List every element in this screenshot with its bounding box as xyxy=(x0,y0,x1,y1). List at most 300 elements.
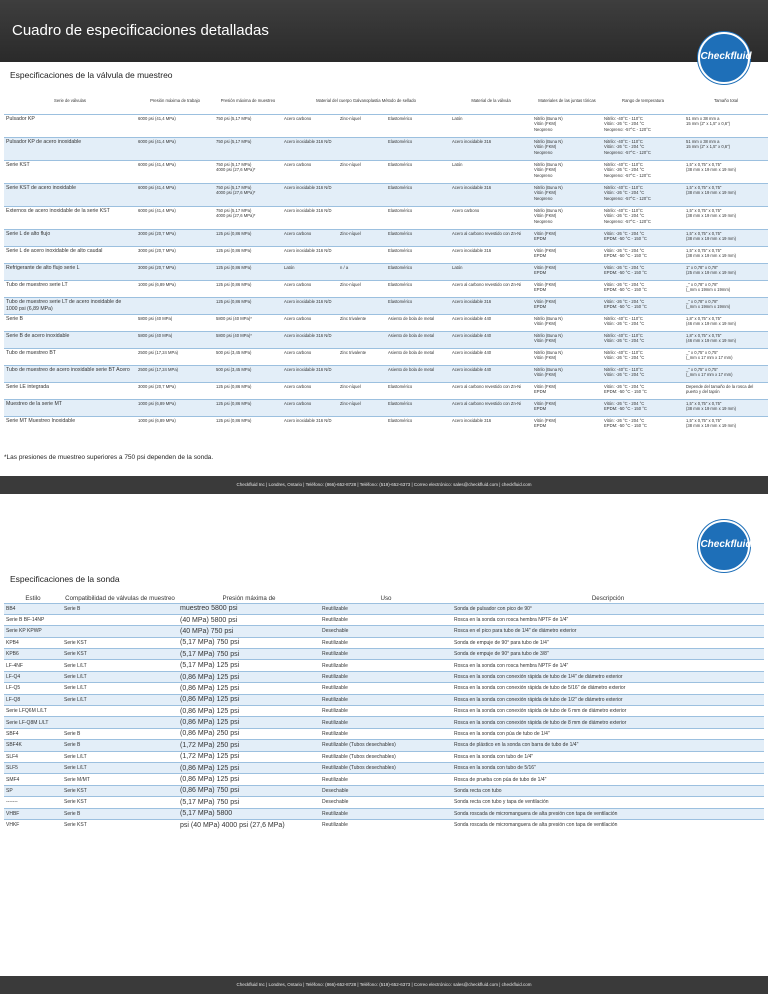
work-pressure: 6000 psi (41,4 MPa) xyxy=(136,183,214,206)
table-row xyxy=(4,819,764,830)
seal-method: Elastomérico xyxy=(386,416,450,433)
spec-page-2 xyxy=(0,510,768,994)
table-row xyxy=(4,637,764,648)
sample-pressure: 750 psi (5,17 MPa) xyxy=(214,114,282,137)
overall-size: 51 mm x 38 mm a 15 mm (2" x 1,5" x 0,6") xyxy=(684,114,768,137)
table-row xyxy=(4,808,764,819)
temperature-range: Vitón: -26 °C - 204 °C EPDM: -50 °C - 150 °C xyxy=(602,399,684,416)
max-pressure: psi (40 MPa) 4000 psi (27,6 MPa) xyxy=(178,819,320,830)
oring-materials: Vitón (FKM) EPDM xyxy=(532,280,602,297)
table-row xyxy=(4,160,768,183)
plating xyxy=(338,137,386,160)
body-material: Latón xyxy=(282,263,338,280)
series-name: Serie L de alto flujo xyxy=(4,229,136,246)
header-max-pressure: Presión máxima de xyxy=(222,594,276,602)
plating: Zinc-níquel xyxy=(338,114,386,137)
overall-size: 51 mm x 38 mm a 15 mm (2" x 1,5" x 0,6") xyxy=(684,137,768,160)
seal-method: Elastomérico xyxy=(386,229,450,246)
probe-style: Serie KP KPWP xyxy=(4,626,62,637)
series-name: Serie KST xyxy=(4,160,136,183)
overall-size: _" x 0,78" x 0,78" (_mm x 19mm x 19mm) xyxy=(684,297,768,314)
body-material: Acero inoxidable 316 N/D xyxy=(282,365,338,382)
plating xyxy=(338,416,386,433)
valve-compatibility: Serie KST xyxy=(62,637,178,648)
header-sample-pressure: Presión máxima de muestreo xyxy=(220,98,276,104)
oring-materials: Nitrilo (Buna N) Vitón (FKM) Neopreno xyxy=(532,183,602,206)
sample-pressure: 125 psi (0,86 MPa) xyxy=(214,297,282,314)
oring-materials: Nitrilo (Buna N) Vitón (FKM) Neopreno xyxy=(532,114,602,137)
overall-size: 1,8" x 0,75" x 0,75" (46 mm x 19 mm x 19 mm) xyxy=(684,331,768,348)
sample-pressure: 500 psi (3,45 MPa) xyxy=(214,348,282,365)
plating: Zinc-níquel xyxy=(338,160,386,183)
footer-bar-2: Checkfluid Inc | Londres, Ontario | Teléfono: (866)-652-8728 | Teléfono: (519)-652-6373 | Correo electrónico: sales@checkfluid.com | checkfluid.com xyxy=(0,976,768,994)
temperature-range: Nitrilo: -40°C - 110°C Vitón: -26 °C - 204 °C Neopreno: -57°C - 120°C xyxy=(602,137,684,160)
max-pressure: (1,72 MPa) 125 psi xyxy=(178,751,320,762)
valve-material: Acero carbono xyxy=(450,206,532,229)
usage: Reutilizable xyxy=(320,660,452,671)
section-title-probes: Especificaciones de la sonda xyxy=(10,574,120,584)
seal-method: Elastomérico xyxy=(386,137,450,160)
overall-size: 1,5" x 0,75" x 0,75" (38 mm x 19 mm x 19 mm) xyxy=(684,416,768,433)
description: Rosca en la sonda con conexión rápida de tubo de 6 mm de diámetro exterior xyxy=(452,706,764,717)
work-pressure: 1000 psi (6,89 MPa) xyxy=(136,416,214,433)
footer-bar-1: Checkfluid Inc | Londres, Ontario | Teléfono: (866)-652-8728 | Teléfono: (519)-652-6373 | Correo electrónico: sales@checkfluid.com | checkfluid.com xyxy=(0,476,768,494)
work-pressure: 6000 psi (41,4 MPa) xyxy=(136,160,214,183)
valve-compatibility: Serie KST xyxy=(62,785,178,796)
work-pressure: 5800 psi (40 MPa) xyxy=(136,314,214,331)
usage: Reutilizable xyxy=(320,649,452,660)
checkfluid-logo-2 xyxy=(698,520,750,572)
oring-materials: Vitón (FKM) EPDM xyxy=(532,263,602,280)
usage: Reutilizable xyxy=(320,728,452,739)
table-row xyxy=(4,229,768,246)
header-body-material: Material del cuerpo Galvanoplastia Método de sellado xyxy=(316,98,416,104)
max-pressure: (40 MPa) 5800 psi xyxy=(178,614,320,625)
temperature-range: Nitrilo: -40°C - 110°C Vitón: -26 °C - 204 °C Neopreno: -57°C - 120°C xyxy=(602,160,684,183)
description: Rosca de prueba con púa de tubo de 1/4" xyxy=(452,774,764,785)
sample-pressure: 125 psi (0,86 MPa) xyxy=(214,263,282,280)
valve-material: Acero inoxidable 440 xyxy=(450,348,532,365)
overall-size: Depende del tamaño de la rosca del puerto y del tapón xyxy=(684,382,768,399)
usage: Reutilizable xyxy=(320,717,452,728)
temperature-range: Vitón: -26 °C - 204 °C EPDM: -50 °C - 150 °C xyxy=(602,263,684,280)
table-row xyxy=(4,649,764,660)
pressure-footnote: *Las presiones de muestreo superiores a 750 psi dependen de la sonda. xyxy=(4,454,214,461)
plating xyxy=(338,246,386,263)
table-row xyxy=(4,683,764,694)
overall-size: 1" x 0,78" x 0,78" (25 mm x 19 mm x 19 mm) xyxy=(684,263,768,280)
temperature-range: Nitrilo: -40°C - 110°C Vitón: -26 °C - 204 °C Neopreno: -57°C - 120°C xyxy=(602,114,684,137)
description: Rosca en la sonda con conexión rápida de tubo de 5/16" de diámetro exterior xyxy=(452,683,764,694)
plating xyxy=(338,183,386,206)
plating: Zinc trivalente xyxy=(338,314,386,331)
oring-materials: Nitrilo (Buna N) Vitón (FKM) xyxy=(532,348,602,365)
temperature-range: Nitrilo: -40°C - 110°C Vitón: -26 °C - 204 °C xyxy=(602,348,684,365)
max-pressure: (0,86 MPa) 250 psi xyxy=(178,728,320,739)
work-pressure: 6000 psi (41,4 MPa) xyxy=(136,206,214,229)
table-row xyxy=(4,774,764,785)
usage: Reutilizable (Tubos desechables) xyxy=(320,751,452,762)
usage: Reutilizable xyxy=(320,614,452,625)
section-title-valves: Especificaciones de la válvula de muestreo xyxy=(10,70,173,80)
seal-method: Elastomérico xyxy=(386,382,450,399)
max-pressure: muestreo 5800 psi xyxy=(178,603,320,614)
work-pressure: 2500 psi (17,24 MPa) xyxy=(136,365,214,382)
table-row xyxy=(4,365,768,382)
usage: Reutilizable xyxy=(320,774,452,785)
body-material: Acero inoxidable 316 N/D xyxy=(282,416,338,433)
valve-compatibility: Serie L/LT xyxy=(62,660,178,671)
table-row xyxy=(4,706,764,717)
probe-style: SMF4 xyxy=(4,774,62,785)
valve-compatibility: Serie KST xyxy=(62,819,178,830)
usage: Reutilizable xyxy=(320,603,452,614)
max-pressure: (5,17 MPa) 125 psi xyxy=(178,660,320,671)
max-pressure: (0,86 MPa) 125 psi xyxy=(178,762,320,773)
seal-method: Elastomérico xyxy=(386,246,450,263)
table-row xyxy=(4,660,764,671)
usage: Reutilizable xyxy=(320,808,452,819)
series-name: Pulsador KP de acero inoxidable xyxy=(4,137,136,160)
plating: Zinc-níquel xyxy=(338,399,386,416)
table-row xyxy=(4,137,768,160)
table-row xyxy=(4,717,764,728)
seal-method: Asiento de bola de metal xyxy=(386,314,450,331)
seal-method: Asiento de bola de metal xyxy=(386,365,450,382)
table-row xyxy=(4,694,764,705)
probe-style: SP xyxy=(4,785,62,796)
plating: Zinc-níquel xyxy=(338,280,386,297)
series-name: Serie L de acero inoxidable de alto caudal xyxy=(4,246,136,263)
seal-method: Elastomérico xyxy=(386,399,450,416)
oring-materials: Nitrilo (Buna N) Vitón (FKM) xyxy=(532,314,602,331)
logo-text: Checkfluid xyxy=(700,51,752,62)
valve-material: Latón xyxy=(450,160,532,183)
temperature-range: Vitón: -26 °C - 204 °C EPDM: -50 °C - 150 °C xyxy=(602,246,684,263)
table-row xyxy=(4,331,768,348)
probe-style: SBF4 xyxy=(4,728,62,739)
probe-style: SLF4 xyxy=(4,751,62,762)
temperature-range: Nitrilo: -40°C - 110°C Vitón: -26 °C - 204 °C xyxy=(602,314,684,331)
body-material: Acero carbono xyxy=(282,280,338,297)
max-pressure: (0,86 MPa) 125 psi xyxy=(178,671,320,682)
probe-style: BB4 xyxy=(4,603,62,614)
valve-material: Acero al carbono revestido con Zn-Ni xyxy=(450,229,532,246)
oring-materials: Nitrilo (Buna N) Vitón (FKM) xyxy=(532,331,602,348)
description: Sonda de pulsador con pico de 90° xyxy=(452,603,764,614)
body-material: Acero inoxidable 316 N/D xyxy=(282,206,338,229)
valve-compatibility: Serie L/LT xyxy=(62,671,178,682)
plating: Zinc-níquel xyxy=(338,229,386,246)
sample-pressure: 125 psi (0,86 MPa) xyxy=(214,229,282,246)
usage: Reutilizable xyxy=(320,683,452,694)
max-pressure: (0,86 MPa) 125 psi xyxy=(178,717,320,728)
table-row xyxy=(4,614,764,625)
sample-pressure: 5800 psi (40 MPa)* xyxy=(214,331,282,348)
overall-size: 1,5" x 0,75" x 0,75" (38 mm x 19 mm x 19 mm) xyxy=(684,183,768,206)
series-name: Tubo de muestreo serie LT xyxy=(4,280,136,297)
probe-style: Serie B BF-14NP xyxy=(4,614,62,625)
series-name: Serie KST de acero inoxidable xyxy=(4,183,136,206)
description: Rosca de plástico en la sonda con barra de tubo de 1/4" xyxy=(452,740,764,751)
probe-style: LF-4NF xyxy=(4,660,62,671)
body-material: Acero carbono xyxy=(282,314,338,331)
body-material: Acero inoxidable 316 N/D xyxy=(282,183,338,206)
valve-material: Acero inoxidable 440 xyxy=(450,365,532,382)
plating: Zinc trivalente xyxy=(338,348,386,365)
table-row xyxy=(4,206,768,229)
probe-header-row xyxy=(4,594,764,603)
probe-style: KPB6 xyxy=(4,649,62,660)
max-pressure: (0,86 MPa) 125 psi xyxy=(178,706,320,717)
valve-compatibility: Serie L/LT xyxy=(62,683,178,694)
plating: Zinc-níquel xyxy=(338,382,386,399)
valve-material: Acero inoxidable 316 xyxy=(450,246,532,263)
max-pressure: (0,86 MPa) 125 psi xyxy=(178,774,320,785)
series-name: Serie MT Muestreo Inoxidable xyxy=(4,416,136,433)
valve-material: Acero inoxidable 316 xyxy=(450,137,532,160)
max-pressure: (5,17 MPa) 750 psi xyxy=(178,797,320,808)
series-name: Tubo de muestreo de acero inoxidable serie BT Acero xyxy=(4,365,136,382)
temperature-range: Nitrilo: -40°C - 110°C Vitón: -26 °C - 204 °C xyxy=(602,365,684,382)
oring-materials: Vitón (FKM) EPDM xyxy=(532,297,602,314)
table-row xyxy=(4,348,768,365)
probe-style: SBF4K xyxy=(4,740,62,751)
table-row xyxy=(4,751,764,762)
plating xyxy=(338,365,386,382)
probe-style: LF-Q8 xyxy=(4,694,62,705)
table-row xyxy=(4,314,768,331)
series-name: Tubo de muestreo BT xyxy=(4,348,136,365)
probe-style: VHKF xyxy=(4,819,62,830)
probe-style: SLF5 xyxy=(4,762,62,773)
temperature-range: Vitón: -26 °C - 204 °C EPDM: -50 °C - 150 °C xyxy=(602,280,684,297)
valve-material: Acero inoxidable 316 xyxy=(450,416,532,433)
max-pressure: (0,86 MPa) 125 psi xyxy=(178,694,320,705)
series-name: Tubo de muestreo serie LT de acero inoxidable de 1000 psi (6,89 MPa) xyxy=(4,297,136,314)
series-name: Refrigerante de alto flujo serie L xyxy=(4,263,136,280)
description: Sonda roscada de micromanguera de alta presión con tapa de ventilación xyxy=(452,819,764,830)
header-banner xyxy=(0,0,768,62)
max-pressure: (5,17 MPa) 750 psi xyxy=(178,637,320,648)
max-pressure: (5,17 MPa) 5800 xyxy=(178,808,320,819)
series-name: Serie LE integrada xyxy=(4,382,136,399)
table-row xyxy=(4,671,764,682)
description: Rosca en la sonda con tubo de 1/4" xyxy=(452,751,764,762)
oring-materials: Vitón (FKM) EPDM xyxy=(532,246,602,263)
valve-compatibility: Serie B xyxy=(62,740,178,751)
page-title: Cuadro de especificaciones detalladas xyxy=(12,22,269,39)
seal-method: Elastomérico xyxy=(386,160,450,183)
work-pressure: 2500 psi (17,24 MPa) xyxy=(136,348,214,365)
valve-material: Latón xyxy=(450,263,532,280)
sample-pressure: 125 psi (0,86 MPa) xyxy=(214,399,282,416)
description: Sonda roscada de micromanguera de alta presión con tapa de ventilación xyxy=(452,808,764,819)
table-row xyxy=(4,382,768,399)
seal-method: Asiento de bola de metal xyxy=(386,331,450,348)
usage: Desechable xyxy=(320,785,452,796)
temperature-range: Vitón: -26 °C - 204 °C EPDM: -50 °C - 150 °C xyxy=(602,297,684,314)
description: Rosca en la sonda con rosca hembra NPTF de 1/4" xyxy=(452,660,764,671)
overall-size: _" x 0,75" x 0,75" (_mm x 17 mm x 17 mm) xyxy=(684,348,768,365)
body-material: Acero carbono xyxy=(282,399,338,416)
table-row xyxy=(4,297,768,314)
header-series: Serie de válvulas xyxy=(54,98,86,104)
description: Rosca en la sonda con tubo de 5/16" xyxy=(452,762,764,773)
header-size: Tamaño total xyxy=(714,98,738,104)
usage: Reutilizable xyxy=(320,694,452,705)
header-style: Estilo xyxy=(25,594,41,602)
seal-method: Asiento de bola de metal xyxy=(386,348,450,365)
valve-compatibility: Serie L/LT xyxy=(62,751,178,762)
work-pressure: 3000 psi (20,7 MPa) xyxy=(136,263,214,280)
sample-pressure: 750 psi (5,17 MPa) 4000 psi (27,6 MPa)* xyxy=(214,183,282,206)
probe-style: LF-Q5 xyxy=(4,683,62,694)
valve-material: Acero inoxidable 316 xyxy=(450,297,532,314)
valve-material: Acero inoxidable 440 xyxy=(450,314,532,331)
valve-compatibility: Serie L/LT xyxy=(62,694,178,705)
seal-method: Elastomérico xyxy=(386,297,450,314)
max-pressure: (0,86 MPa) 125 psi xyxy=(178,683,320,694)
sample-pressure: 125 psi (0,86 MPa) xyxy=(214,416,282,433)
table-row xyxy=(4,114,768,137)
description: Rosca en la sonda con conexión rápida de tubo de 1/4" de diámetro exterior xyxy=(452,671,764,682)
description: Rosca en la sonda con púa de tubo de 1/4" xyxy=(452,728,764,739)
probe-style: Serie LF-Q8M L/LT xyxy=(4,717,62,728)
usage: Desechable xyxy=(320,797,452,808)
max-pressure: (0,86 MPa) 750 psi xyxy=(178,785,320,796)
series-name: Muestreo de la serie MT xyxy=(4,399,136,416)
oring-materials: Nitrilo (Buna N) Vitón (FKM) Neopreno xyxy=(532,160,602,183)
sample-pressure: 5800 psi (40 MPa)* xyxy=(214,314,282,331)
overall-size: 1,5" x 0,75" x 0,75" (38 mm x 19 mm x 19 mm) xyxy=(684,229,768,246)
work-pressure: 6000 psi (41,4 MPa) xyxy=(136,137,214,160)
seal-method: Elastomérico xyxy=(386,263,450,280)
body-material: Acero inoxidable 316 N/D xyxy=(282,137,338,160)
body-material: Acero inoxidable 316 N/D xyxy=(282,246,338,263)
valve-spec-table xyxy=(4,88,768,433)
work-pressure: 3000 psi (20,7 MPa) xyxy=(136,382,214,399)
table-row xyxy=(4,797,764,808)
max-pressure: (40 MPa) 750 psi xyxy=(178,626,320,637)
valve-material: Acero al carbono revestido con Zn-Ni xyxy=(450,382,532,399)
table-row xyxy=(4,603,764,614)
usage: Reutilizable xyxy=(320,819,452,830)
max-pressure: (5,17 MPa) 750 psi xyxy=(178,649,320,660)
description: Sonda recta con tubo y tapa de ventilación xyxy=(452,797,764,808)
seal-method: Elastomérico xyxy=(386,280,450,297)
max-pressure: (1,72 MPa) 250 psi xyxy=(178,740,320,751)
header-compat: Compatibilidad de válvulas de muestreo xyxy=(65,594,175,602)
valve-material: Acero inoxidable 316 xyxy=(450,183,532,206)
table-row xyxy=(4,785,764,796)
work-pressure: 1000 psi (6,89 MPa) xyxy=(136,399,214,416)
body-material: Acero inoxidable 316 N/D xyxy=(282,297,338,314)
oring-materials: Nitrilo (Buna N) Vitón (FKM) Neopreno xyxy=(532,137,602,160)
valve-compatibility xyxy=(62,614,178,625)
valve-compatibility: Serie M/MT xyxy=(62,774,178,785)
sample-pressure: 125 psi (0,86 MPa) xyxy=(214,246,282,263)
sample-pressure: 500 psi (3,45 MPa) xyxy=(214,365,282,382)
series-name: Serie B de acero inoxidable xyxy=(4,331,136,348)
usage: Reutilizable xyxy=(320,706,452,717)
body-material: Acero carbono xyxy=(282,114,338,137)
overall-size: 1,8" x 0,75" x 0,75" (46 mm x 19 mm x 19 mm) xyxy=(684,314,768,331)
seal-method: Elastomérico xyxy=(386,206,450,229)
valve-compatibility: Serie L/LT xyxy=(62,762,178,773)
header-use: Uso xyxy=(380,594,392,602)
seal-method: Elastomérico xyxy=(386,114,450,137)
header-work-pressure: Presión máxima de trabajo xyxy=(150,98,200,104)
valve-compatibility: Serie B xyxy=(62,808,178,819)
table-row xyxy=(4,246,768,263)
series-name: Serie B xyxy=(4,314,136,331)
description: Rosca en la sonda con rosca hembra NPTF de 1/4" xyxy=(452,614,764,625)
sample-pressure: 750 psi (5,17 MPa) 4000 psi (27,6 MPa)* xyxy=(214,160,282,183)
probe-style: Serie LFQ6M L/LT xyxy=(4,706,62,717)
overall-size: _" x 0,78" x 0,78" (_mm x 19mm x 19mm) xyxy=(684,280,768,297)
body-material: Acero inoxidable 316 N/D xyxy=(282,331,338,348)
oring-materials: Vitón (FKM) EPDM xyxy=(532,416,602,433)
oring-materials: Nitrilo (Buna N) Vitón (FKM) xyxy=(532,365,602,382)
series-name: Externos de acero inoxidable de la serie KST xyxy=(4,206,136,229)
temperature-range: Vitón: -26 °C - 204 °C EPDM: -50 °C - 150 °C xyxy=(602,382,684,399)
probe-style: KPB4 xyxy=(4,637,62,648)
table-row xyxy=(4,626,764,637)
description: Rosca en el pico para tubo de 1/4" de diámetro exterior xyxy=(452,626,764,637)
overall-size: 1,5" x 0,75" x 0,75" (38 mm x 19 mm x 19 mm) xyxy=(684,399,768,416)
body-material: Acero carbono xyxy=(282,229,338,246)
checkfluid-logo xyxy=(698,32,750,84)
probe-style: VHBF xyxy=(4,808,62,819)
work-pressure xyxy=(136,297,214,314)
valve-compatibility xyxy=(62,626,178,637)
table-row xyxy=(4,183,768,206)
oring-materials: Vitón (FKM) EPDM xyxy=(532,382,602,399)
body-material: Acero carbono xyxy=(282,348,338,365)
header-temperature: Rango de temperatura xyxy=(622,98,664,104)
overall-size: 1,5" x 0,75" x 0,75" (38 mm x 19 mm x 19 mm) xyxy=(684,246,768,263)
oring-materials: Vitón (FKM) EPDM xyxy=(532,229,602,246)
header-valve-material: Material de la válvula xyxy=(471,98,511,104)
valve-compatibility: Serie B xyxy=(62,603,178,614)
temperature-range: Nitrilo: -40°C - 110°C Vitón: -26 °C - 204 °C Neopreno: -57°C - 120°C xyxy=(602,206,684,229)
table-row xyxy=(4,740,764,751)
work-pressure: 1000 psi (6,89 MPa) xyxy=(136,280,214,297)
description: Sonda de empuje de 90° para tubo de 1/4" xyxy=(452,637,764,648)
usage: Reutilizable (Tubos desechables) xyxy=(320,762,452,773)
temperature-range: Vitón: -26 °C - 204 °C EPDM: -50 °C - 150 °C xyxy=(602,416,684,433)
overall-size: 1,5" x 0,75" x 0,75" (38 mm x 19 mm x 19 mm) xyxy=(684,206,768,229)
body-material: Acero carbono xyxy=(282,382,338,399)
table-row xyxy=(4,728,764,739)
oring-materials: Nitrilo (Buna N) Vitón (FKM) Neopreno xyxy=(532,206,602,229)
plating: n / a xyxy=(338,263,386,280)
overall-size: _" x 0,75" x 0,75" (_mm x 17 mm x 17 mm) xyxy=(684,365,768,382)
work-pressure: 3000 psi (20,7 MPa) xyxy=(136,229,214,246)
valve-compatibility: Serie KST xyxy=(62,797,178,808)
probe-spec-table xyxy=(4,594,764,831)
valve-compatibility xyxy=(62,717,178,728)
table-row xyxy=(4,263,768,280)
valve-material: Latón xyxy=(450,114,532,137)
sample-pressure: 750 psi (5,17 MPa) 4000 psi (27,6 MPa)* xyxy=(214,206,282,229)
work-pressure: 5800 psi (40 MPa) xyxy=(136,331,214,348)
overall-size: 1,5" x 0,75" x 0,75" (38 mm x 19 mm x 19 mm) xyxy=(684,160,768,183)
work-pressure: 3000 psi (20,7 MPa) xyxy=(136,246,214,263)
header-orings: Materiales de las juntas tóricas xyxy=(538,98,596,104)
description: Sonda de empuje de 90° para tubo de 3/8" xyxy=(452,649,764,660)
